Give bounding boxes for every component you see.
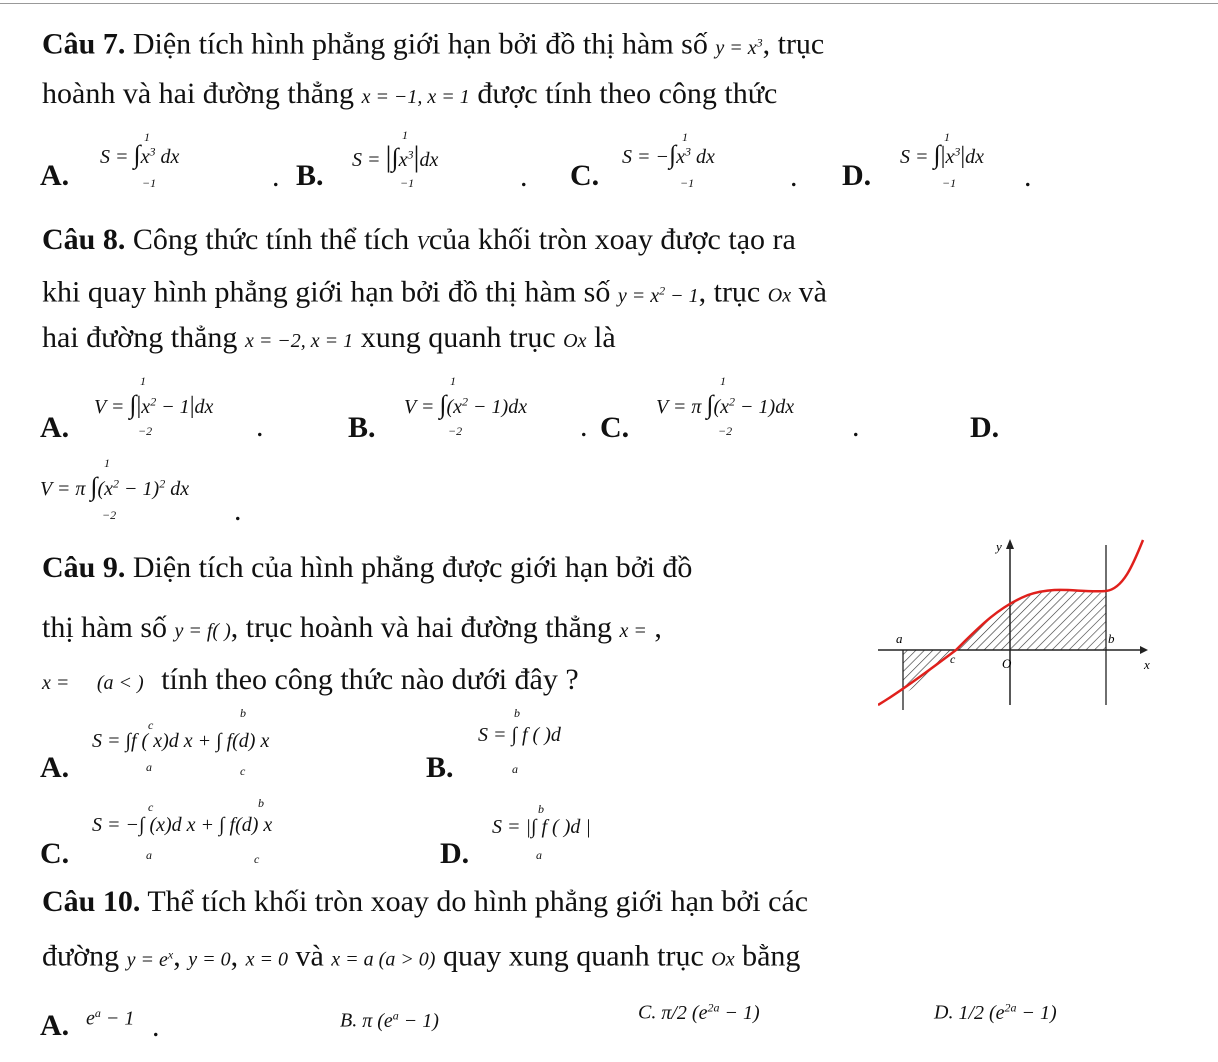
q7-line-2 [42,76,777,115]
q10-option-c-label: C. [638,1001,657,1024]
q10-option-b-formula: π $(e^a - 1)$ [362,1008,439,1032]
q9-condition: (a < ) [96,672,144,694]
q8-text5: và [798,275,827,309]
q9-graph-y-label: y [996,539,1002,554]
q9-graph-x-arrow [1140,646,1148,654]
q9-graph-x-label: x [1144,657,1150,672]
q7-option-a-formula: $S = \int x^3$ dx 1 −1 [100,130,180,190]
q8-number: Câu 8. [42,223,126,256]
q9-text4: tính theo công thức nào dưới đây ? [161,663,579,696]
q7-line-1 [42,24,824,66]
q8-v: V [416,232,429,254]
q10-text4: quay xung quanh trục [442,939,704,973]
q7-option-d-formula: $S = \int|x^3|dx$ 1 −1 [900,130,985,190]
q8-option-b-label[interactable]: B. [348,411,376,444]
q10-option-d-formula: 1/2 $(e^{2a} - 1)$ [958,1000,1057,1024]
q7-text1: Diện tích hình phẳng giới hạn bởi đồ thị hàm số [132,27,708,61]
q10-option-a-formula: $e^a - 1$ [86,1006,135,1030]
q9-graph-o-label: O [1002,656,1012,671]
q9-number: Câu 9. [42,551,126,584]
q7-text4: được tính theo công thức [477,77,778,110]
q8-ox1: Ox [767,284,792,307]
q9-option-a-formula: S = ∫f ( x)d x + ∫ f(d) x [92,730,270,752]
q9-option-d-formula: S = |∫ f ( )d | [492,816,591,838]
q7-option-c-label[interactable]: C. [570,159,600,192]
q10-option-c[interactable] [638,1000,760,1025]
q8-text7: xung quanh trục [360,321,556,354]
q10-option-b[interactable] [340,1008,439,1033]
q10-text1: Thể tích khối tròn xoay do hình phẳng giới hạn bởi các [147,885,809,918]
q9-option-c-label[interactable]: C. [40,837,70,870]
q8-lines: x = −2, x = 1 [244,330,354,352]
q7-number: Câu 7. [42,27,126,61]
q10-option-d-label: D. [934,1001,954,1024]
q7-option-b-label[interactable]: B. [296,159,324,192]
q9-graph-b-label: b [1108,631,1115,646]
q10-line-2: đường $y = e^x$, y = 0, x = 0 và x = a (a > 0) quay xung quanh trục Ox bằng [42,939,801,973]
q7-option-b-formula: $S = |\int x^3|dx$ 1 −1 [352,128,439,190]
q8-line-1 [42,222,796,261]
q10-number: Câu 10. [42,885,141,918]
q9-graph-c-label: c [950,652,956,666]
q10-option-c-formula: π/2 $(e^{2a} - 1)$ [661,1000,760,1024]
q9-graph-a-label: a [896,631,903,646]
q9-text3: , trục hoành và hai đường thẳng [230,611,612,644]
q9-option-b-formula: S = ∫ f ( )d [478,724,561,746]
q8-text4: , trục [698,275,761,309]
q9-text2: thị hàm số [42,611,167,644]
q8-option-a-formula: $V = \int|x^2 - 1|dx$ 1 −2 [94,374,214,438]
q8-option-a-label[interactable]: A. [40,411,70,444]
q10-f4: x = a (a > 0) [331,948,436,971]
q8-text2: của khối tròn xoay được tạo ra [428,223,796,256]
q8-text3: khi quay hình phẳng giới hạn bởi đồ thị hàm số [42,275,611,309]
q10-f3: x = 0 [245,948,288,971]
q8-text1: Công thức tính thể tích [132,223,410,256]
q8-option-c-label[interactable]: C. [600,411,630,444]
q8-text6: hai đường thẳng [42,321,238,354]
q8-option-d-label[interactable]: D. [970,411,1000,444]
q10-text3: và [295,939,324,973]
q7-option-a-label[interactable]: A. [40,159,70,192]
q9-graph [878,535,1218,710]
q10-text2: đường [42,939,120,973]
q8-option-d-formula: V = π $\int(x^2 - 1)^2$ dx 1 −2 [40,456,190,522]
q9-option-a-label[interactable]: A. [40,751,70,784]
q8-ox2: Ox [563,330,587,352]
q8-text8: là [593,321,616,354]
q10-text5: bằng [742,939,801,973]
q9-function: y = f( ) [174,620,231,642]
q10-f2: y = 0 [188,948,231,971]
q9-text1: Diện tích của hình phẳng được giới hạn bởi đồ [132,551,693,584]
q10-ox: Ox [711,948,735,971]
q10-option-b-label: B. [340,1009,358,1032]
q7-lines: x = −1, x = 1 [361,86,470,108]
worksheet-page: Câu 7. Diện tích hình phẳng giới hạn bởi đồ thị hàm số $y = x^3$, trục hoành và hai đường thẳng x = −1, x = 1 được tính theo công thức A. $S = \int x^3$ dx 1 −1 . B. $S = |\int x^3|dx$ 1 −1 . C. $S = -\int x^3$ dx 1 −1 . D. $S = \int|x^3|dx$ 1 −1 . Câu 8. Công thức tính thể tích Vcủa khối tròn xoay được tạo ra khi quay hình phẳng giới hạn bởi đồ thị hàm số $y = x^2 - 1$, trục Ox và hai đường thẳng x = −2, x = 1 xung quanh trục Ox là A. $V = \int|x^2 - 1|dx$ 1 −2 . B. $V = \int(x^2 - 1)dx$ 1 −2 . C. V = π $\int(x^2 - 1)dx$ 1 −2 . D. V = π $\int(x^2 - 1)^2$ dx 1 −2 . Câu 9. Diện tích của hình phẳng được giới hạn bởi đồ thị hàm số y = f( ), trục hoành và hai đường thẳng x = , x = (a < ) tính theo công thức nào dưới đây ? y x a b c O A. S = ∫f ( x)d x + ∫ f(d) x c a b c B. S = ∫ f ( )d b a C. S = −∫ (x)d x + ∫ f(d) x c a b c D. S = |∫ f ( )d | b a Câu 10. Thể tích khối tròn xoay do hình phẳng giới hạn bởi các đường $y = e^x$, y = 0, x = 0 và x = a (a > 0) quay xung quanh trục Ox bằng A. $e^a - 1$ . B. π $(e^a - 1)$ C. π/2 $(e^{2a} - 1)$ D. 1/2 $(e^{2a} - 1)$ [0,0,1218,1062]
q8-line-3 [42,320,616,359]
q9-line-1 [42,550,692,586]
q8-option-b-formula: $V = \int(x^2 - 1)dx$ 1 −2 [404,374,528,438]
q9-xeq1: x = [619,620,647,642]
q7-function: $y = x^3$ [715,35,763,59]
q7-option-c-formula: $S = -\int x^3$ dx 1 −1 [622,130,715,190]
q9-option-b-label[interactable]: B. [426,751,454,784]
q10-line-1 [42,884,808,920]
q10-option-d[interactable] [934,1000,1057,1025]
q10-f1: $y = e^x$ [126,947,174,971]
q8-function: $y = x^2 - 1$ [617,283,699,307]
q9-option-d-label[interactable]: D. [440,837,470,870]
q7-text3: hoành và hai đường thẳng [42,77,355,110]
q7-text2: , trục [762,27,825,61]
q9-comma: , [654,611,662,644]
q8-line-2 [42,272,827,314]
q9-line-2 [42,610,662,649]
q9-graph-y-arrow [1006,539,1014,549]
q9-xeq2: x = [42,672,70,694]
q8-option-c-formula: V = π $\int(x^2 - 1)dx$ 1 −2 [656,374,795,438]
q7-option-d-label[interactable]: D. [842,159,872,192]
q10-option-a-label[interactable]: A. [40,1009,70,1042]
q9-option-c-formula: S = −∫ (x)d x + ∫ f(d) x [92,814,273,836]
top-rule [0,3,1218,4]
q9-line-3 [42,662,579,701]
q9-graph-shade-upper [956,590,1106,650]
